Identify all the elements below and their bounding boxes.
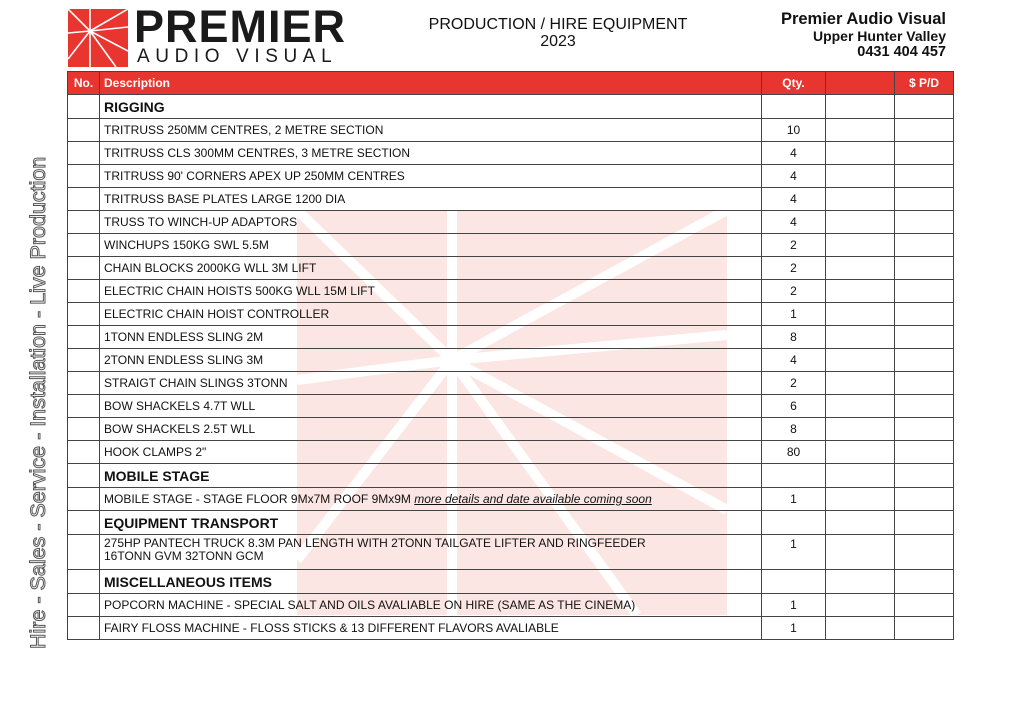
- cell-description: [100, 464, 762, 488]
- description-text: WINCHUPS 150KG SWL 5.5M: [104, 238, 269, 252]
- cell-price: [895, 570, 954, 594]
- cell-no: [68, 488, 100, 511]
- cell-qty: 4: [762, 188, 826, 211]
- cell-no: [68, 418, 100, 441]
- description-text: POPCORN MACHINE - SPECIAL SALT AND OILS AVALIABLE ON HIRE (SAME AS THE CINEMA): [104, 598, 636, 612]
- cell-price: [895, 211, 954, 234]
- cell-no: [68, 303, 100, 326]
- cell-price: [895, 188, 954, 211]
- cell-description: [100, 280, 762, 303]
- cell-description: [100, 95, 762, 119]
- description-text: 275HP PANTECH TRUCK 8.3M PAN LENGTH WITH 2TONN TAILGATE LIFTER AND RINGFEEDER: [104, 536, 646, 550]
- table-row: [68, 395, 954, 418]
- table-row: [68, 142, 954, 165]
- cell-description: [100, 511, 762, 535]
- cell-no: [68, 280, 100, 303]
- cell-no: [68, 570, 100, 594]
- section-row: [68, 570, 954, 594]
- cell-price: [895, 234, 954, 257]
- cell-description: [100, 570, 762, 594]
- table-row: [68, 234, 954, 257]
- cell-blank: [826, 95, 895, 119]
- cell-price: [895, 441, 954, 464]
- cell-no: [68, 441, 100, 464]
- table-row: [68, 594, 954, 617]
- cell-qty: 4: [762, 211, 826, 234]
- section-row: [68, 464, 954, 488]
- cell-price: [895, 372, 954, 395]
- cell-price: [895, 326, 954, 349]
- document-title: [418, 16, 698, 50]
- description-text: 2TONN ENDLESS SLING 3M: [104, 353, 264, 367]
- cell-qty: 8: [762, 326, 826, 349]
- cell-price: [895, 119, 954, 142]
- cell-blank: [826, 464, 895, 488]
- table-header-row: [68, 72, 954, 95]
- cell-price: [895, 349, 954, 372]
- cell-qty: 6: [762, 395, 826, 418]
- cell-blank: [826, 326, 895, 349]
- col-header-blank: [826, 72, 895, 95]
- cell-description: [100, 594, 762, 617]
- cell-blank: [826, 234, 895, 257]
- cell-qty: 4: [762, 142, 826, 165]
- cell-description: [100, 326, 762, 349]
- description-text: BOW SHACKELS 2.5T WLL: [104, 422, 256, 436]
- description-text: TRITRUSS BASE PLATES LARGE 1200 DIA: [104, 192, 346, 206]
- cell-blank: [826, 511, 895, 535]
- starburst-icon: [68, 9, 128, 67]
- cell-qty: 80: [762, 441, 826, 464]
- cell-no: [68, 165, 100, 188]
- cell-blank: [826, 280, 895, 303]
- cell-blank: [826, 441, 895, 464]
- table-row: [68, 211, 954, 234]
- col-header-qty: Qty.: [762, 72, 826, 95]
- company-block: [781, 10, 946, 60]
- description-text: FAIRY FLOSS MACHINE - FLOSS STICKS & 13 DIFFERENT FLAVORS AVALIABLE: [104, 621, 559, 635]
- description-text: CHAIN BLOCKS 2000KG WLL 3M LIFT: [104, 261, 317, 275]
- cell-qty: 2: [762, 280, 826, 303]
- cell-description: [100, 372, 762, 395]
- cell-price: [895, 535, 954, 570]
- cell-no: [68, 511, 100, 535]
- cell-no: [68, 211, 100, 234]
- cell-price: [895, 594, 954, 617]
- cell-description: [100, 142, 762, 165]
- table-row: [68, 372, 954, 395]
- description-text: STRAIGT CHAIN SLINGS 3TONN: [104, 376, 288, 390]
- cell-blank: [826, 372, 895, 395]
- cell-no: [68, 326, 100, 349]
- cell-qty: 1: [762, 617, 826, 640]
- company-name: Premier Audio Visual: [780, 10, 946, 28]
- table-row: [68, 349, 954, 372]
- cell-description: [100, 349, 762, 372]
- cell-description: [100, 119, 762, 142]
- cell-price: [895, 511, 954, 535]
- cell-no: [68, 395, 100, 418]
- cell-no: [68, 535, 100, 570]
- cell-blank: [826, 488, 895, 511]
- table-row: [68, 418, 954, 441]
- cell-price: [895, 617, 954, 640]
- cell-blank: [826, 119, 895, 142]
- section-row: [68, 511, 954, 535]
- table-row: [68, 119, 954, 142]
- cell-qty: 1: [762, 535, 826, 570]
- description-text: ELECTRIC CHAIN HOISTS 500KG WLL 15M LIFT: [104, 284, 375, 298]
- table-row: [68, 326, 954, 349]
- table-row: [68, 488, 954, 511]
- equipment-table: [67, 71, 954, 640]
- cell-blank: [826, 570, 895, 594]
- table-row: [68, 165, 954, 188]
- description-text: MOBILE STAGE: [104, 467, 210, 484]
- col-header-price: $ P/D: [895, 72, 954, 95]
- cell-qty: 2: [762, 372, 826, 395]
- title-year: 2023: [540, 33, 576, 50]
- cell-qty: 4: [762, 165, 826, 188]
- cell-price: [895, 280, 954, 303]
- description-text-line-2: 16TONN GVM 32TONN GCM: [104, 549, 264, 563]
- cell-qty: 1: [762, 594, 826, 617]
- cell-qty: [762, 464, 826, 488]
- cell-qty: 2: [762, 234, 826, 257]
- cell-no: [68, 594, 100, 617]
- cell-blank: [826, 395, 895, 418]
- cell-price: [895, 257, 954, 280]
- description-text: MOBILE STAGE - STAGE FLOOR 9Mx7M ROOF 9Mx9M: [104, 492, 415, 506]
- description-text: RIGGING: [104, 98, 165, 115]
- cell-no: [68, 142, 100, 165]
- cell-qty: 1: [762, 303, 826, 326]
- brand-name: PREMIER: [134, 1, 347, 52]
- table-row: [68, 257, 954, 280]
- cell-no: [68, 349, 100, 372]
- cell-blank: [826, 418, 895, 441]
- cell-description: [100, 441, 762, 464]
- cell-no: [68, 617, 100, 640]
- table-row: [68, 535, 954, 570]
- cell-no: [68, 119, 100, 142]
- cell-blank: [826, 165, 895, 188]
- cell-description: [100, 257, 762, 280]
- description-text: TRITRUSS 250MM CENTRES, 2 METRE SECTION: [104, 123, 384, 137]
- cell-blank: [826, 594, 895, 617]
- cell-description: [100, 395, 762, 418]
- cell-blank: [826, 617, 895, 640]
- brand-subtitle: AUDIO VISUAL: [137, 46, 338, 67]
- table-row: [68, 441, 954, 464]
- cell-no: [68, 257, 100, 280]
- cell-description: [100, 488, 762, 511]
- cell-blank: [826, 303, 895, 326]
- cell-no: [68, 95, 100, 119]
- cell-qty: 2: [762, 257, 826, 280]
- cell-no: [68, 234, 100, 257]
- cell-qty: [762, 570, 826, 594]
- description-text: HOOK CLAMPS 2": [104, 445, 207, 459]
- cell-no: [68, 372, 100, 395]
- description-text: 1TONN ENDLESS SLING 2M: [104, 330, 264, 344]
- title-line-1: PRODUCTION / HIRE EQUIPMENT: [428, 16, 688, 33]
- cell-price: [895, 418, 954, 441]
- cell-price: [895, 464, 954, 488]
- cell-blank: [826, 535, 895, 570]
- cell-description: [100, 418, 762, 441]
- cell-blank: [826, 142, 895, 165]
- cell-qty: 10: [762, 119, 826, 142]
- table-body: [68, 95, 954, 640]
- col-header-no: No.: [68, 72, 100, 95]
- description-text: ELECTRIC CHAIN HOIST CONTROLLER: [104, 307, 330, 321]
- table-row: [68, 617, 954, 640]
- cell-no: [68, 188, 100, 211]
- cell-qty: [762, 95, 826, 119]
- cell-blank: [826, 211, 895, 234]
- cell-description: [100, 617, 762, 640]
- logo-mark: [68, 9, 128, 67]
- table-row: [68, 303, 954, 326]
- cell-qty: 8: [762, 418, 826, 441]
- cell-qty: 4: [762, 349, 826, 372]
- cell-blank: [826, 257, 895, 280]
- table-row: [68, 280, 954, 303]
- cell-price: [895, 303, 954, 326]
- cell-description: [100, 211, 762, 234]
- company-phone: 0431 404 457: [857, 44, 946, 60]
- cell-price: [895, 395, 954, 418]
- company-region: Upper Hunter Valley: [812, 28, 946, 44]
- description-text: TRITRUSS 90' CORNERS APEX UP 250MM CENTRES: [104, 169, 405, 183]
- description-text: TRUSS TO WINCH-UP ADAPTORS: [104, 215, 298, 229]
- cell-description: [100, 188, 762, 211]
- description-text: BOW SHACKELS 4.7T WLL: [104, 399, 256, 413]
- cell-qty: [762, 511, 826, 535]
- cell-description: [100, 303, 762, 326]
- cell-qty: 1: [762, 488, 826, 511]
- table-row: [68, 188, 954, 211]
- col-header-description: Description: [100, 72, 762, 95]
- cell-blank: [826, 349, 895, 372]
- cell-no: [68, 464, 100, 488]
- cell-price: [895, 488, 954, 511]
- description-note: more details and date available coming soon: [414, 492, 652, 506]
- cell-blank: [826, 188, 895, 211]
- description-text: MISCELLANEOUS ITEMS: [104, 573, 273, 590]
- cell-price: [895, 142, 954, 165]
- cell-description: [100, 234, 762, 257]
- section-row: [68, 95, 954, 119]
- cell-description: [100, 535, 762, 570]
- cell-price: [895, 165, 954, 188]
- description-text: TRITRUSS CLS 300MM CENTRES, 3 METRE SECTION: [104, 146, 411, 160]
- description-text: EQUIPMENT TRANSPORT: [104, 514, 279, 531]
- cell-price: [895, 95, 954, 119]
- sidebar-tagline: Hire - Sales - Service - Installation - Live Production: [26, 156, 50, 649]
- cell-description: [100, 165, 762, 188]
